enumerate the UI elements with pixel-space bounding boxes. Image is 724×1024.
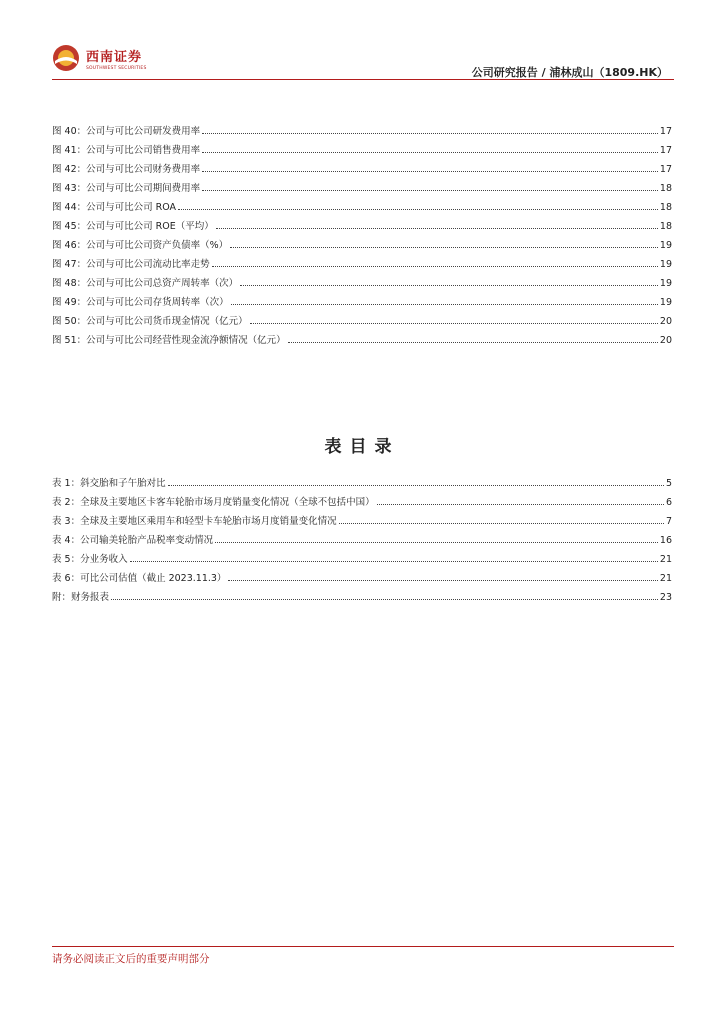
toc-entry-label: 表 3：全球及主要地区乘用车和轻型卡车轮胎市场月度销量变化情况	[52, 516, 337, 527]
toc-leader-dots	[228, 568, 657, 581]
tables-toc	[52, 473, 672, 606]
toc-entry[interactable]	[52, 197, 672, 216]
toc-entry-page: 17	[659, 126, 672, 137]
toc-entry[interactable]	[52, 178, 672, 197]
toc-entry-label: 图 43：公司与可比公司期间费用率	[52, 183, 201, 194]
toc-leader-dots	[288, 330, 658, 343]
toc-entry-label: 图 46：公司与可比公司资产负债率（%）	[52, 240, 229, 251]
toc-entry[interactable]	[52, 292, 672, 311]
toc-entry-label: 图 48：公司与可比公司总资产周转率（次）	[52, 278, 239, 289]
toc-leader-dots	[339, 511, 664, 524]
toc-entry-page: 18	[659, 183, 672, 194]
toc-entry-label: 图 45：公司与可比公司 ROE（平均）	[52, 221, 214, 232]
toc-entry-label: 表 5：分业务收入	[52, 554, 128, 565]
report-title: 公司研究报告 / 浦林成山（1809.HK）	[471, 66, 668, 79]
toc-entry-page: 21	[659, 573, 672, 584]
toc-entry[interactable]	[52, 311, 672, 330]
toc-entry-page: 20	[659, 335, 672, 346]
toc-entry[interactable]	[52, 235, 672, 254]
toc-entry[interactable]	[52, 568, 672, 587]
toc-entry-label: 图 51：公司与可比公司经营性现金流净额情况（亿元）	[52, 335, 286, 346]
toc-entry-label: 图 44：公司与可比公司 ROA	[52, 202, 177, 213]
toc-entry[interactable]	[52, 273, 672, 292]
toc-entry-page: 19	[659, 278, 672, 289]
toc-entry[interactable]	[52, 530, 672, 549]
toc-entry-label: 附：财务报表	[52, 592, 110, 603]
toc-entry-label: 图 49：公司与可比公司存货周转率（次）	[52, 297, 229, 308]
toc-entry[interactable]	[52, 511, 672, 530]
figures-toc	[52, 121, 672, 349]
logo-emblem-icon	[52, 44, 80, 72]
toc-entry-page: 7	[665, 516, 672, 527]
company-logo	[52, 44, 182, 76]
toc-entry[interactable]	[52, 587, 672, 606]
toc-leader-dots	[231, 292, 658, 305]
toc-leader-dots	[216, 216, 658, 229]
toc-entry-label: 表 4：公司输美轮胎产品税率变动情况	[52, 535, 214, 546]
toc-entry-page: 23	[659, 592, 672, 603]
toc-entry-page: 18	[659, 202, 672, 213]
toc-entry-label: 图 50：公司与可比公司货币现金情况（亿元）	[52, 316, 248, 327]
toc-entry-label: 图 42：公司与可比公司财务费用率	[52, 164, 201, 175]
toc-entry[interactable]	[52, 159, 672, 178]
toc-entry-label: 表 2：全球及主要地区卡客车轮胎市场月度销量变化情况（全球不包括中国）	[52, 497, 375, 508]
toc-entry-page: 16	[659, 535, 672, 546]
page-header	[52, 42, 672, 82]
toc-leader-dots	[240, 273, 658, 286]
toc-leader-dots	[215, 530, 658, 543]
toc-entry-label: 表 1：斜交胎和子午胎对比	[52, 478, 166, 489]
toc-entry-page: 17	[659, 145, 672, 156]
toc-entry-page: 19	[659, 297, 672, 308]
toc-leader-dots	[111, 587, 658, 600]
toc-entry-label: 表 6：可比公司估值（截止 2023.11.3）	[52, 573, 227, 584]
toc-entry-page: 21	[659, 554, 672, 565]
toc-leader-dots	[212, 254, 658, 267]
toc-entry[interactable]	[52, 549, 672, 568]
toc-entry-page: 19	[659, 259, 672, 270]
toc-entry-page: 19	[659, 240, 672, 251]
toc-entry-page: 18	[659, 221, 672, 232]
toc-entry-page: 6	[665, 497, 672, 508]
logo-name: 西南证券	[86, 50, 143, 65]
footer-divider	[52, 946, 674, 947]
toc-leader-dots	[202, 159, 658, 172]
toc-entry-label: 图 41：公司与可比公司销售费用率	[52, 145, 201, 156]
toc-leader-dots	[202, 178, 658, 191]
header-divider	[52, 79, 674, 80]
toc-entry-label: 图 47：公司与可比公司流动比率走势	[52, 259, 210, 270]
tables-section-title: 表目录	[324, 437, 400, 457]
toc-entry-label: 图 40：公司与可比公司研发费用率	[52, 126, 201, 137]
footer-disclaimer: 请务必阅读正文后的重要声明部分	[52, 953, 210, 965]
logo-subtitle: SOUTHWEST SECURITIES	[86, 66, 147, 71]
toc-entry[interactable]	[52, 140, 672, 159]
toc-leader-dots	[202, 121, 658, 134]
toc-entry[interactable]	[52, 254, 672, 273]
toc-leader-dots	[178, 197, 658, 210]
toc-entry[interactable]	[52, 330, 672, 349]
toc-entry-page: 20	[659, 316, 672, 327]
toc-leader-dots	[250, 311, 658, 324]
toc-entry[interactable]	[52, 492, 672, 511]
toc-entry-page: 5	[665, 478, 672, 489]
toc-entry-page: 17	[659, 164, 672, 175]
toc-leader-dots	[130, 549, 658, 562]
toc-entry[interactable]	[52, 216, 672, 235]
toc-entry[interactable]	[52, 473, 672, 492]
toc-entry[interactable]	[52, 121, 672, 140]
toc-leader-dots	[377, 492, 664, 505]
toc-leader-dots	[230, 235, 658, 248]
toc-leader-dots	[168, 473, 664, 486]
toc-leader-dots	[202, 140, 658, 153]
